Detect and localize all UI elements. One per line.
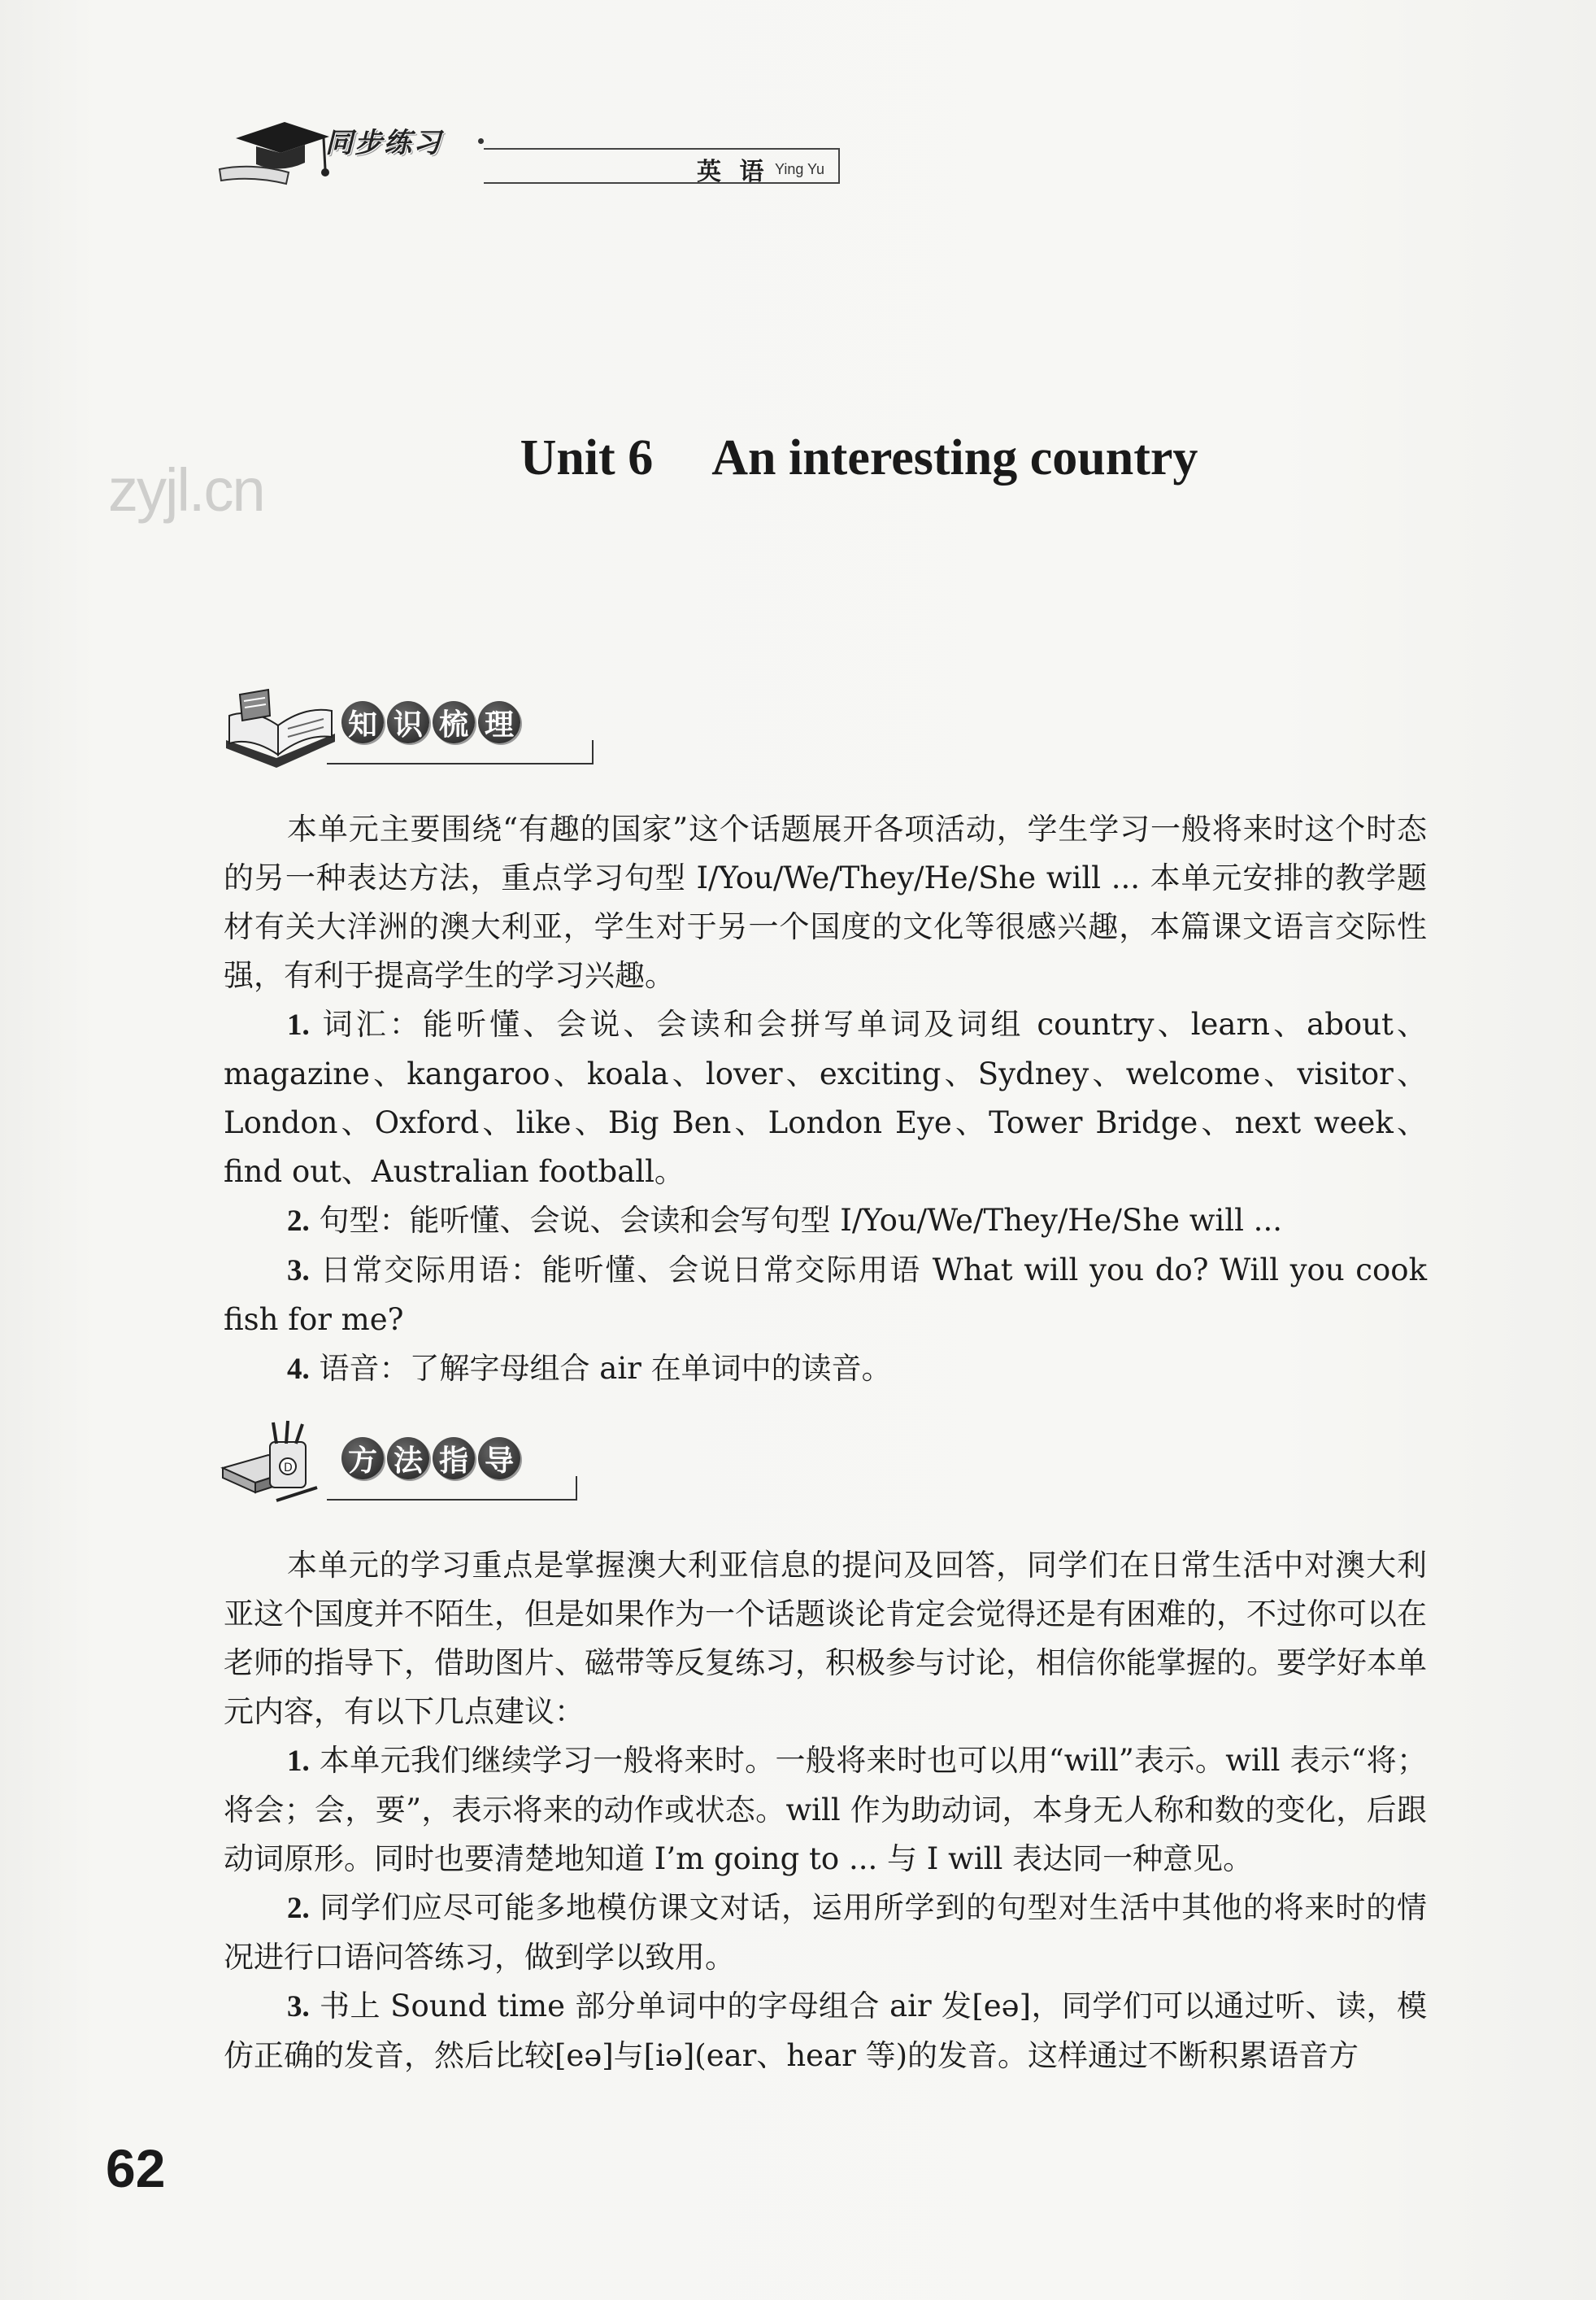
page-number: 62 — [106, 2138, 166, 2198]
method-item — [224, 1736, 1427, 1884]
section-title-char: 理 — [478, 701, 520, 743]
svg-text:D: D — [284, 1461, 293, 1475]
knowledge-body — [224, 805, 1427, 1394]
method-body — [224, 1541, 1427, 2080]
section-underline — [327, 1476, 577, 1501]
watermark: zyjl.cn — [108, 456, 264, 524]
item-number: 4. — [287, 1353, 310, 1386]
knowledge-item — [224, 1246, 1427, 1344]
section-header-knowledge — [220, 683, 594, 773]
item-text: 同学们应尽可能多地模仿课文对话，运用所学到的句型对生活中其他的将来时的情况进行口语问答练习，做到学以致用。 — [224, 1890, 1427, 1975]
pencil-cup-icon — [220, 1419, 341, 1509]
section-title-char: 导 — [478, 1437, 520, 1479]
item-text: 句型：能听懂、会说、会读和会写句型 I/You/We/They/He/She will ... — [319, 1203, 1282, 1238]
section-title-char: 方 — [341, 1437, 384, 1479]
item-number: 2. — [287, 1892, 310, 1925]
method-item — [224, 1884, 1427, 1982]
header-dot — [478, 138, 484, 144]
knowledge-item — [224, 1344, 1427, 1394]
section-title-char: 法 — [387, 1437, 429, 1479]
item-text: 日常交际用语：能听懂、会说日常交际用语 What will you do? Will you cook fish for me? — [224, 1252, 1427, 1337]
graduation-cap-icon — [211, 106, 333, 195]
item-number: 3. — [287, 1990, 310, 2023]
unit-number: Unit 6 — [520, 430, 654, 486]
item-text: 本单元我们继续学习一般将来时。一般将来时也可以用“will”表示。will 表示“将；将会；会，要”，表示将来的动作或状态。will 作为助动词，本身无人称和数的变化，后跟动词原形。同时也要清楚地知道 I’m going to ... 与 I will 表达同一种意见。 — [224, 1743, 1427, 1876]
subject-label: 英 语 — [697, 158, 769, 186]
item-number: 1. — [287, 1745, 310, 1778]
item-number: 3. — [287, 1254, 310, 1287]
subject-box — [484, 148, 840, 184]
knowledge-item — [224, 1000, 1427, 1196]
section-title-char: 指 — [433, 1437, 475, 1479]
open-book-icon — [220, 683, 341, 773]
item-number: 2. — [287, 1204, 310, 1238]
item-text: 书上 Sound time 部分单词中的字母组合 air 发[eə]，同学们可以通过听、读，模仿正确的发音，然后比较[eə]与[iə](ear、hear 等)的发音。这样通过不断积累语音方 — [224, 1989, 1428, 2073]
item-text: 词汇：能听懂、会说、会读和会拼写单词及词组 country、learn、about、magazine、kangaroo、koala、lover、exciting、Sydney、welcome、visitor、London、Oxford、like、Big Ben、London Eye、Tower Bridge、next week、find out、Australian football。 — [224, 1007, 1427, 1189]
running-header — [211, 106, 825, 195]
method-item — [224, 1982, 1427, 2080]
section-title — [341, 701, 520, 743]
section-header-method — [220, 1419, 577, 1509]
subject-pinyin: Ying Yu — [775, 161, 825, 177]
knowledge-item — [224, 1196, 1427, 1246]
knowledge-intro: 本单元主要围绕“有趣的国家”这个话题展开各项活动，学生学习一般将来时这个时态的另一种表达方法，重点学习句型 I/You/We/They/He/She will ... 本单元安排的教学题材有关大洋洲的澳大利亚，学生对于另一个国度的文化等很感兴趣，本篇课文语言交际性强，有利于提高学生的学习兴趣。 — [224, 812, 1427, 993]
section-title-char: 识 — [387, 701, 429, 743]
method-intro: 本单元的学习重点是掌握澳大利亚信息的提问及回答，同学们在日常生活中对澳大利亚这个国度并不陌生，但是如果作为一个话题谈论肯定会觉得还是有困难的，不过你可以在老师的指导下，借助图片、磁带等反复练习，积极参与讨论，相信你能掌握的。要学好本单元内容，有以下几点建议： — [224, 1548, 1427, 1729]
section-title — [341, 1437, 520, 1479]
item-number: 1. — [287, 1008, 310, 1042]
unit-name: An interesting country — [711, 430, 1198, 486]
unit-title — [0, 429, 1596, 487]
section-title-char: 梳 — [433, 701, 475, 743]
series-title: 同步练习 — [325, 127, 442, 159]
item-text: 语音：了解字母组合 air 在单词中的读音。 — [319, 1351, 892, 1386]
section-underline — [327, 740, 594, 764]
section-title-char: 知 — [341, 701, 384, 743]
